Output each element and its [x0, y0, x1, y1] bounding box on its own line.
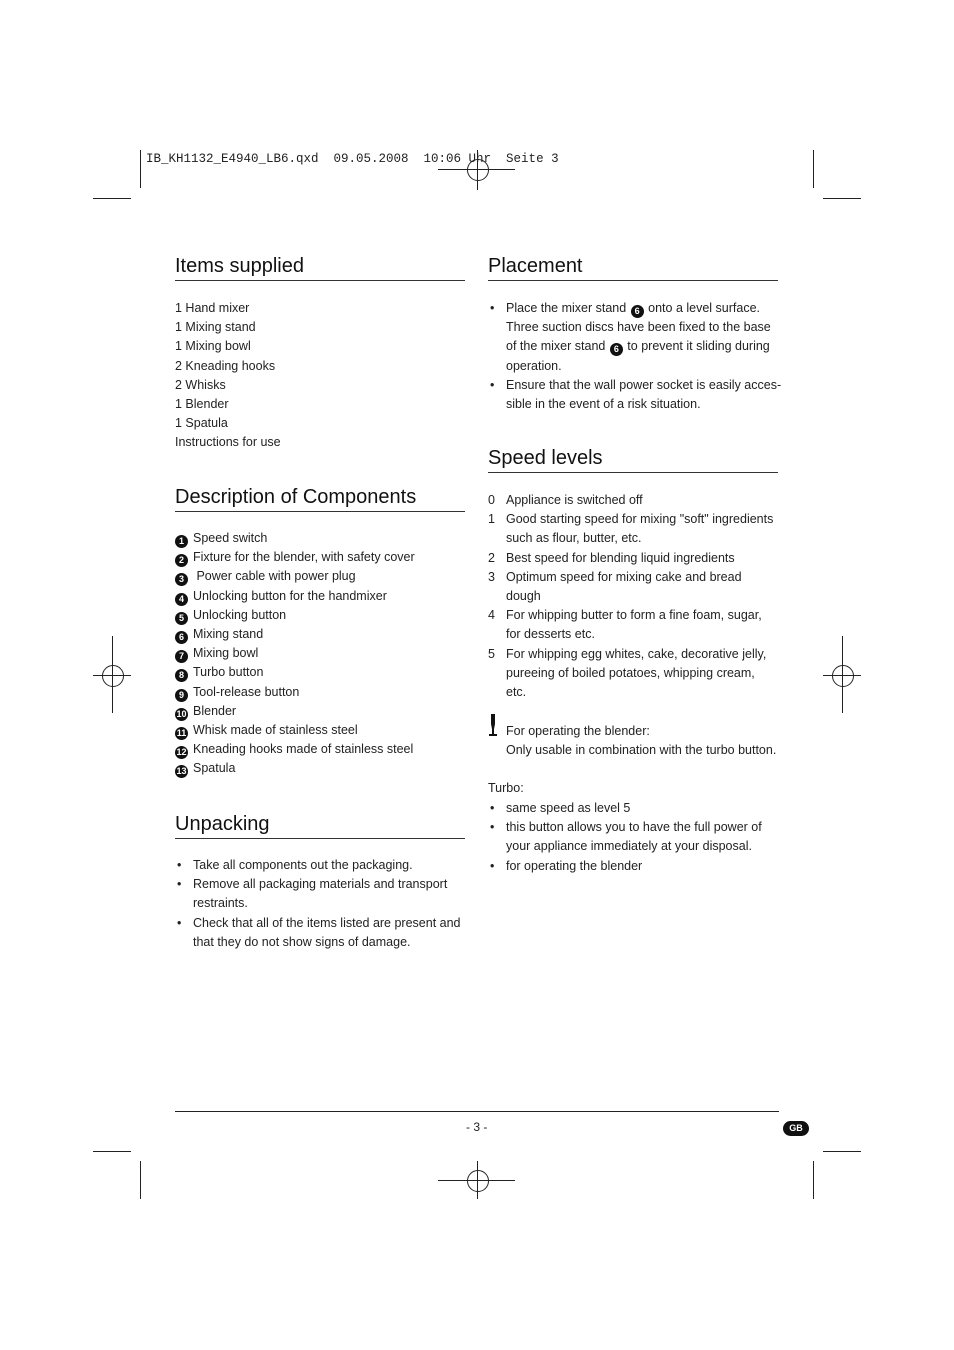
speed-number: 1: [488, 512, 495, 527]
crop-mark: [813, 150, 814, 188]
component-number: 13: [176, 766, 187, 777]
list-item: • Remove all packaging materials and transport restraints.: [175, 875, 461, 913]
component-item: 4 Unlocking button for the handmixer: [175, 587, 415, 606]
description-heading: Description of Components: [175, 486, 465, 512]
list-item: • same speed as level 5: [488, 799, 762, 818]
file-slug: IB_KH1132_E4940_LB6.qxd 09.05.2008 10:06 Uhr Seite 3: [146, 152, 559, 166]
component-number: 6: [610, 343, 623, 356]
crop-mark: [140, 1161, 141, 1199]
placement-list: [488, 299, 781, 414]
speed-number: 4: [488, 608, 495, 623]
speed-levels-list: [488, 491, 773, 702]
crop-mark: [93, 1151, 131, 1152]
crop-mark: [140, 150, 141, 188]
component-number: 12: [176, 747, 187, 758]
turbo-label: Turbo:: [488, 781, 524, 795]
component-number: 10: [176, 708, 187, 719]
blender-icon: [487, 713, 499, 737]
page-number: - 3 -: [466, 1120, 488, 1134]
component-item: 12 Kneading hooks made of stainless steel: [176, 742, 414, 758]
component-number: 7: [175, 650, 188, 663]
list-item: 1 Mixing stand: [175, 320, 256, 335]
component-number: 9: [175, 689, 188, 702]
blender-note-line1: For operating the blender:: [506, 724, 650, 738]
component-number: 1: [175, 535, 188, 548]
unpacking-list: [175, 856, 461, 952]
list-item: • Place the mixer stand 6 onto a level surface. Three suction discs have been fixed to the base of the mixer stand 6 to prevent it sliding during operation.: [488, 299, 781, 376]
component-number: 6: [175, 631, 188, 644]
component-number: 2: [175, 554, 188, 567]
list-item: 1 Hand mixer: [175, 301, 250, 315]
speed-level: 4 For whipping butter to form a fine foam, sugar, for desserts etc.: [488, 608, 762, 642]
items-supplied-list: [175, 299, 281, 453]
list-item: • Ensure that the wall power socket is easily acces- sible in the event of a risk situation.: [488, 376, 781, 414]
component-item: 13 Spatula: [176, 761, 236, 777]
list-item: 2 Kneading hooks: [175, 358, 276, 373]
list-item: 1 Blender: [175, 397, 229, 412]
list-item: 2 Whisks: [175, 377, 226, 392]
unpacking-heading: Unpacking: [175, 813, 465, 839]
component-item: 5 Unlocking button: [175, 606, 415, 625]
components-list: [175, 529, 415, 779]
list-item: Instructions for use: [175, 435, 281, 450]
component-number: 11: [176, 728, 187, 739]
list-item: • this button allows you to have the full power of your appliance immediately at your disposal.: [488, 818, 762, 856]
registration-circle: [102, 665, 124, 687]
footer-rule: [175, 1111, 779, 1112]
crop-mark: [823, 1151, 861, 1152]
language-badge: GB: [783, 1121, 809, 1136]
speed-level: 5 For whipping egg whites, cake, decorative jelly, pureeing of boiled potatoes, whipping cream, etc.: [488, 646, 767, 700]
speed-levels-heading: Speed levels: [488, 447, 778, 473]
component-item: 7 Mixing bowl: [175, 644, 415, 663]
crop-mark: [823, 198, 861, 199]
speed-number: 3: [488, 569, 495, 584]
component-number: 5: [175, 612, 188, 625]
component-item: 9 Tool-release button: [175, 683, 415, 702]
component-number: 8: [175, 669, 188, 682]
list-item: • Take all components out the packaging.: [175, 856, 461, 875]
list-item: • for operating the blender: [488, 857, 762, 876]
component-item: 11 Whisk made of stainless steel: [176, 723, 358, 739]
blender-note-line2: Only usable in combination with the turbo button.: [506, 743, 777, 757]
speed-level: 2 Best speed for blending liquid ingredients: [488, 549, 773, 568]
component-number: 4: [175, 593, 188, 606]
placement-heading: Placement: [488, 255, 778, 281]
component-item: 2 Fixture for the blender, with safety cover: [175, 548, 415, 567]
speed-level: 3 Optimum speed for mixing cake and bread dough: [488, 569, 742, 604]
component-number: 6: [631, 305, 644, 318]
crop-mark: [93, 198, 131, 199]
component-item: 10 Blender: [176, 703, 237, 719]
speed-level: 0 Appliance is switched off: [488, 491, 773, 510]
component-number: 3: [175, 573, 188, 586]
component-item: 6 Mixing stand: [175, 625, 415, 644]
registration-circle: [467, 1170, 489, 1192]
list-item: 1 Spatula: [175, 416, 228, 431]
turbo-list: [488, 799, 762, 876]
speed-number: 2: [488, 550, 495, 565]
component-item: 3 Power cable with power plug: [175, 567, 415, 586]
speed-level: 1 Good starting speed for mixing "soft" ingredients such as flour, butter, etc.: [488, 512, 774, 546]
registration-circle: [832, 665, 854, 687]
component-item: 1 Speed switch: [175, 529, 415, 548]
component-item: 8 Turbo button: [175, 663, 415, 682]
items-supplied-heading: Items supplied: [175, 255, 465, 281]
speed-number: 5: [488, 646, 495, 661]
list-item: 1 Mixing bowl: [175, 339, 251, 354]
speed-number: 0: [488, 493, 495, 507]
crop-mark: [813, 1161, 814, 1199]
list-item: • Check that all of the items listed are present and that they do not show signs of damage.: [175, 914, 461, 952]
